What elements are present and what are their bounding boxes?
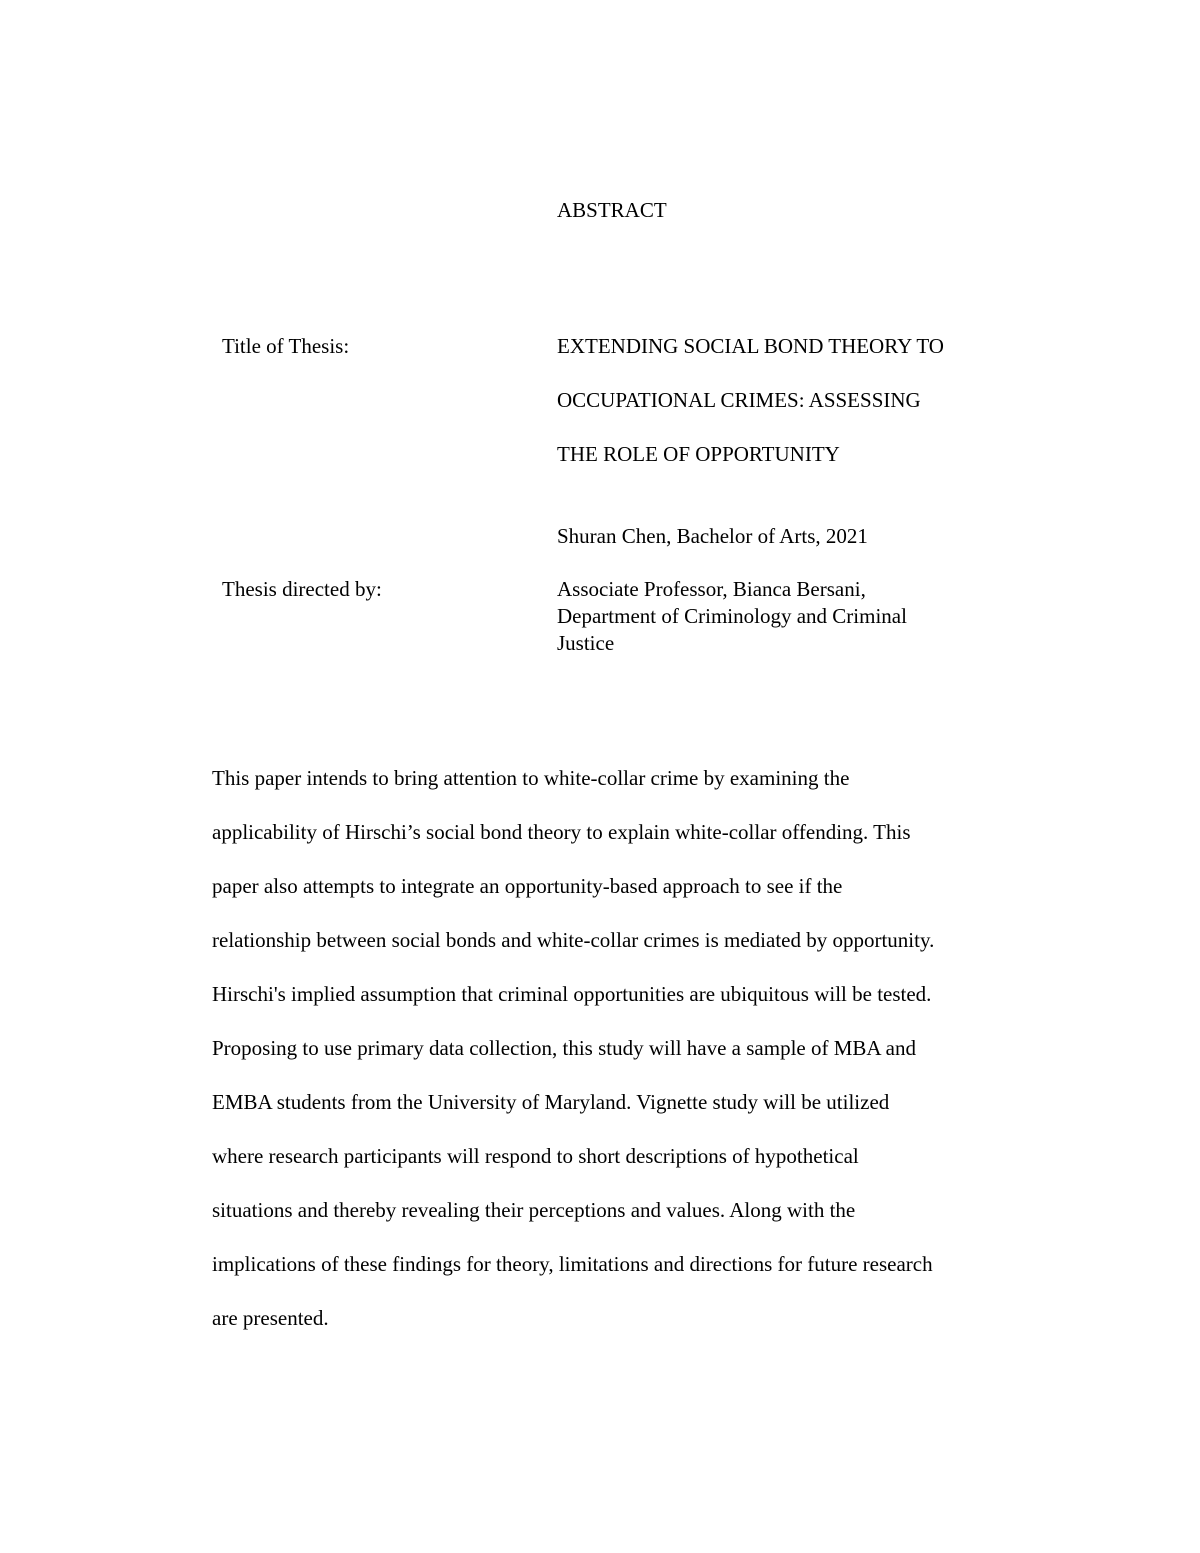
thesis-title-line-3: THE ROLE OF OPPORTUNITY bbox=[557, 442, 840, 466]
abstract-body bbox=[212, 768, 1112, 1362]
abstract-heading: ABSTRACT bbox=[557, 198, 667, 222]
thesis-title-line-1: EXTENDING SOCIAL BOND THEORY TO bbox=[557, 334, 944, 358]
director-line-1: Associate Professor, Bianca Bersani, bbox=[557, 577, 866, 601]
director-line-3: Justice bbox=[557, 631, 615, 655]
abstract-line: situations and thereby revealing their perceptions and values. Along with the bbox=[212, 1198, 856, 1222]
thesis-title-line-2: OCCUPATIONAL CRIMES: ASSESSING bbox=[557, 388, 921, 412]
abstract-line: paper also attempts to integrate an opportunity-based approach to see if the bbox=[212, 874, 843, 898]
abstract-line: EMBA students from the University of Maryland. Vignette study will be utilized bbox=[212, 1090, 890, 1114]
title-of-thesis-label: Title of Thesis: bbox=[222, 334, 350, 358]
abstract-line: This paper intends to bring attention to white-collar crime by examining the bbox=[212, 766, 850, 790]
director-line-2: Department of Criminology and Criminal bbox=[557, 604, 907, 628]
thesis-directed-by-label: Thesis directed by: bbox=[222, 577, 382, 601]
abstract-line: where research participants will respond to short descriptions of hypothetical bbox=[212, 1144, 859, 1168]
abstract-line: are presented. bbox=[212, 1306, 329, 1330]
abstract-line: Hirschi's implied assumption that criminal opportunities are ubiquitous will be tested. bbox=[212, 982, 932, 1006]
author-line: Shuran Chen, Bachelor of Arts, 2021 bbox=[557, 524, 868, 548]
abstract-line: implications of these findings for theory, limitations and directions for future research bbox=[212, 1252, 933, 1276]
abstract-line: Proposing to use primary data collection, this study will have a sample of MBA and bbox=[212, 1036, 916, 1060]
abstract-line: relationship between social bonds and white-collar crimes is mediated by opportunity. bbox=[212, 928, 935, 952]
abstract-line: applicability of Hirschi’s social bond theory to explain white-collar offending. This bbox=[212, 820, 911, 844]
